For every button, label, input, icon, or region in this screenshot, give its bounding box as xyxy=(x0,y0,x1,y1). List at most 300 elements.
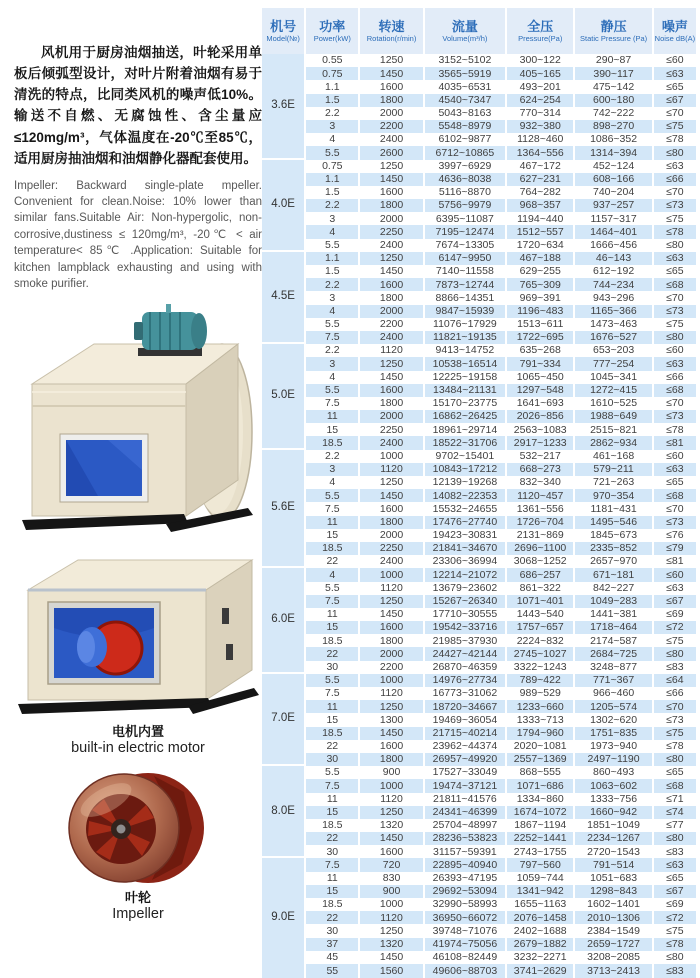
cell-static-pressure: 461~168 xyxy=(575,450,651,463)
cell-volume: 49606~88703 xyxy=(425,964,505,978)
cell-noise: ≤63 xyxy=(654,582,696,595)
cell-noise: ≤69 xyxy=(654,608,696,621)
table-row xyxy=(262,54,696,67)
cell-pressure: 797~560 xyxy=(507,858,573,871)
cell-pressure: 300~122 xyxy=(507,54,573,67)
column-header: 静压 Static Pressure (Pa) xyxy=(575,8,651,54)
cell-noise: ≤68 xyxy=(654,278,696,291)
cell-rotation: 1450 xyxy=(360,67,422,80)
cell-power: 11 xyxy=(306,700,358,713)
cell-rotation: 1800 xyxy=(360,634,422,647)
cell-volume: 4540~7347 xyxy=(425,94,505,107)
table-row xyxy=(262,964,696,978)
cell-static-pressure: 2862~934 xyxy=(575,436,651,449)
cell-pressure: 686~257 xyxy=(507,568,573,581)
cell-power: 18.5 xyxy=(306,898,358,911)
cell-power: 30 xyxy=(306,924,358,937)
cell-power: 7.5 xyxy=(306,595,358,608)
cell-static-pressure: 777~254 xyxy=(575,357,651,370)
cell-pressure: 635~268 xyxy=(507,344,573,357)
cell-volume: 9847~15939 xyxy=(425,305,505,318)
table-row xyxy=(262,107,696,120)
cell-static-pressure: 2010~1306 xyxy=(575,911,651,924)
cell-static-pressure: 2657~970 xyxy=(575,555,651,568)
table-row xyxy=(262,845,696,858)
cell-pressure: 1361~556 xyxy=(507,502,573,515)
cell-volume: 6102~9877 xyxy=(425,133,505,146)
model-cell: 7.0E xyxy=(262,674,304,766)
cell-power: 5.5 xyxy=(306,582,358,595)
cell-power: 5.5 xyxy=(306,766,358,779)
cell-power: 7.5 xyxy=(306,687,358,700)
table-row xyxy=(262,924,696,937)
cell-volume: 19423~30831 xyxy=(425,529,505,542)
cell-volume: 32990~58993 xyxy=(425,898,505,911)
cell-rotation: 1600 xyxy=(360,186,422,199)
cell-pressure: 1641~693 xyxy=(507,397,573,410)
cell-power: 22 xyxy=(306,832,358,845)
cell-rotation: 1450 xyxy=(360,608,422,621)
cell-rotation: 1800 xyxy=(360,291,422,304)
cell-volume: 21715~40214 xyxy=(425,727,505,740)
table-row xyxy=(262,133,696,146)
cell-pressure: 624~254 xyxy=(507,94,573,107)
table-row xyxy=(262,516,696,529)
cell-static-pressure: 1718~464 xyxy=(575,621,651,634)
cell-static-pressure: 1205~574 xyxy=(575,700,651,713)
table-row xyxy=(262,647,696,660)
cell-volume: 18720~34667 xyxy=(425,700,505,713)
cell-rotation: 2200 xyxy=(360,120,422,133)
cell-volume: 17710~30555 xyxy=(425,608,505,621)
cell-pressure: 1233~660 xyxy=(507,700,573,713)
cell-pressure: 532~217 xyxy=(507,450,573,463)
cell-noise: ≤78 xyxy=(654,225,696,238)
cell-power: 7.5 xyxy=(306,331,358,344)
cell-static-pressure: 1272~415 xyxy=(575,384,651,397)
cell-noise: ≤78 xyxy=(654,133,696,146)
cell-pressure: 1364~556 xyxy=(507,146,573,159)
cell-rotation: 1250 xyxy=(360,252,422,265)
cell-volume: 46108~82449 xyxy=(425,951,505,964)
cell-power: 4 xyxy=(306,133,358,146)
cell-noise: ≤65 xyxy=(654,265,696,278)
cell-power: 7.5 xyxy=(306,397,358,410)
cell-rotation: 1120 xyxy=(360,344,422,357)
cell-pressure: 2696~1100 xyxy=(507,542,573,555)
cell-rotation: 1800 xyxy=(360,516,422,529)
table-row xyxy=(262,450,696,463)
model-cell: 3.6E xyxy=(262,54,304,160)
cell-static-pressure: 390~117 xyxy=(575,67,651,80)
cell-volume: 18961~29714 xyxy=(425,423,505,436)
cell-static-pressure: 2497~1190 xyxy=(575,753,651,766)
cell-pressure: 770~314 xyxy=(507,107,573,120)
table-row xyxy=(262,265,696,278)
cell-pressure: 1794~960 xyxy=(507,727,573,740)
cell-static-pressure: 290~87 xyxy=(575,54,651,67)
cell-rotation: 1800 xyxy=(360,397,422,410)
table-row xyxy=(262,740,696,753)
table-row xyxy=(262,621,696,634)
cell-pressure: 1194~440 xyxy=(507,212,573,225)
table-row xyxy=(262,555,696,568)
table-row xyxy=(262,858,696,871)
table-row xyxy=(262,766,696,779)
table-row xyxy=(262,529,696,542)
cell-noise: ≤70 xyxy=(654,700,696,713)
cell-pressure: 2679~1882 xyxy=(507,938,573,951)
cell-rotation: 1450 xyxy=(360,489,422,502)
cell-volume: 6147~9950 xyxy=(425,252,505,265)
table-row xyxy=(262,384,696,397)
model-cell: 6.0E xyxy=(262,568,304,674)
cell-noise: ≤72 xyxy=(654,911,696,924)
cell-volume: 18522~31706 xyxy=(425,436,505,449)
cell-static-pressure: 721~263 xyxy=(575,476,651,489)
cell-pressure: 3232~2271 xyxy=(507,951,573,964)
cell-rotation: 1800 xyxy=(360,94,422,107)
cell-pressure: 467~188 xyxy=(507,252,573,265)
cell-noise: ≤80 xyxy=(654,832,696,845)
cell-noise: ≤63 xyxy=(654,357,696,370)
cell-static-pressure: 579~211 xyxy=(575,463,651,476)
cell-rotation: 2200 xyxy=(360,661,422,674)
cell-pressure: 868~555 xyxy=(507,766,573,779)
table-row xyxy=(262,239,696,252)
cell-static-pressure: 1314~394 xyxy=(575,146,651,159)
model-cell: 4.0E xyxy=(262,160,304,252)
cell-power: 7.5 xyxy=(306,502,358,515)
table-row xyxy=(262,832,696,845)
table-row xyxy=(262,489,696,502)
cell-noise: ≤68 xyxy=(654,489,696,502)
cell-static-pressure: 475~142 xyxy=(575,80,651,93)
cell-noise: ≤80 xyxy=(654,951,696,964)
cell-power: 11 xyxy=(306,872,358,885)
cell-rotation: 2400 xyxy=(360,436,422,449)
cell-rotation: 1600 xyxy=(360,845,422,858)
cell-power: 2.2 xyxy=(306,107,358,120)
cell-noise: ≤79 xyxy=(654,542,696,555)
cell-rotation: 2000 xyxy=(360,410,422,423)
cell-static-pressure: 1660~942 xyxy=(575,806,651,819)
cell-noise: ≤60 xyxy=(654,344,696,357)
cell-static-pressure: 1086~352 xyxy=(575,133,651,146)
cell-power: 5.5 xyxy=(306,318,358,331)
cell-noise: ≤67 xyxy=(654,94,696,107)
cell-rotation: 2000 xyxy=(360,647,422,660)
cell-power: 5.5 xyxy=(306,384,358,397)
cell-pressure: 1513~611 xyxy=(507,318,573,331)
cell-pressure: 2563~1083 xyxy=(507,423,573,436)
cell-volume: 25704~48997 xyxy=(425,819,505,832)
cell-volume: 41974~75056 xyxy=(425,938,505,951)
cell-rotation: 1600 xyxy=(360,384,422,397)
cell-power: 11 xyxy=(306,608,358,621)
cell-noise: ≤81 xyxy=(654,436,696,449)
cell-noise: ≤73 xyxy=(654,516,696,529)
cell-rotation: 2000 xyxy=(360,212,422,225)
cell-power: 15 xyxy=(306,423,358,436)
cell-static-pressure: 937~257 xyxy=(575,199,651,212)
cell-static-pressure: 2720~1543 xyxy=(575,845,651,858)
cell-rotation: 1300 xyxy=(360,713,422,726)
table-row xyxy=(262,423,696,436)
cell-power: 3 xyxy=(306,120,358,133)
column-header: 功率 Power(kW) xyxy=(306,8,358,54)
cell-rotation: 1250 xyxy=(360,476,422,489)
cell-static-pressure: 1063~602 xyxy=(575,779,651,792)
cell-power: 4 xyxy=(306,225,358,238)
table-row xyxy=(262,674,696,687)
cell-rotation: 1450 xyxy=(360,265,422,278)
cell-noise: ≤73 xyxy=(654,713,696,726)
cell-power: 0.55 xyxy=(306,54,358,67)
cell-power: 45 xyxy=(306,951,358,964)
cell-volume: 4035~6531 xyxy=(425,80,505,93)
cell-static-pressure: 966~460 xyxy=(575,687,651,700)
intro-paragraph-en: Impeller: Backward single-plate mpeller. Convenient for clean.Noise: 10% lower than similar fans.Suitable Air: Non-hypergolic, non-corrosive,dustiness ≤ 120mg/m³, -20℃ < air temperature< 85℃ .Application: Suitable for kitchen lampblack exhausting and using with smoke purifier. xyxy=(14,179,262,291)
cell-noise: ≤63 xyxy=(654,67,696,80)
table-row xyxy=(262,371,696,384)
cell-noise: ≤78 xyxy=(654,740,696,753)
cell-noise: ≤68 xyxy=(654,779,696,792)
table-row xyxy=(262,146,696,159)
cell-pressure: 2020~1081 xyxy=(507,740,573,753)
cell-rotation: 2000 xyxy=(360,529,422,542)
cell-volume: 3565~5919 xyxy=(425,67,505,80)
cell-rotation: 1800 xyxy=(360,753,422,766)
cell-rotation: 2400 xyxy=(360,331,422,344)
cell-volume: 19542~33716 xyxy=(425,621,505,634)
cell-pressure: 1443~540 xyxy=(507,608,573,621)
cell-static-pressure: 1302~620 xyxy=(575,713,651,726)
cell-volume: 23306~36994 xyxy=(425,555,505,568)
cell-power: 2.2 xyxy=(306,278,358,291)
cell-volume: 24341~46399 xyxy=(425,806,505,819)
table-row xyxy=(262,278,696,291)
cell-rotation: 830 xyxy=(360,872,422,885)
cell-noise: ≤83 xyxy=(654,964,696,978)
cell-pressure: 493~201 xyxy=(507,80,573,93)
table-row xyxy=(262,80,696,93)
table-row xyxy=(262,476,696,489)
table-row xyxy=(262,318,696,331)
cell-volume: 14976~27734 xyxy=(425,674,505,687)
column-header: 流量 Volume(m³/h) xyxy=(425,8,505,54)
cell-volume: 7674~13305 xyxy=(425,239,505,252)
cell-volume: 7140~11558 xyxy=(425,265,505,278)
cell-power: 1.5 xyxy=(306,265,358,278)
cell-pressure: 2917~1233 xyxy=(507,436,573,449)
cell-static-pressure: 452~124 xyxy=(575,160,651,173)
cell-volume: 6712~10865 xyxy=(425,146,505,159)
cell-noise: ≤70 xyxy=(654,502,696,515)
cell-power: 3 xyxy=(306,212,358,225)
cell-volume: 7873~12744 xyxy=(425,278,505,291)
cell-noise: ≤70 xyxy=(654,107,696,120)
cell-static-pressure: 2659~1727 xyxy=(575,938,651,951)
cell-rotation: 1600 xyxy=(360,740,422,753)
table-row xyxy=(262,779,696,792)
table-row xyxy=(262,252,696,265)
table-row xyxy=(262,410,696,423)
cell-static-pressure: 742~222 xyxy=(575,107,651,120)
cell-pressure: 3068~1252 xyxy=(507,555,573,568)
cell-static-pressure: 1602~1401 xyxy=(575,898,651,911)
cell-pressure: 832~340 xyxy=(507,476,573,489)
cell-volume: 26870~46359 xyxy=(425,661,505,674)
table-row xyxy=(262,700,696,713)
cell-rotation: 1600 xyxy=(360,80,422,93)
table-row xyxy=(262,357,696,370)
cell-volume: 5548~8979 xyxy=(425,120,505,133)
cell-pressure: 627~231 xyxy=(507,173,573,186)
cell-rotation: 1320 xyxy=(360,819,422,832)
table-row xyxy=(262,199,696,212)
cell-pressure: 1333~713 xyxy=(507,713,573,726)
cell-volume: 22895~40940 xyxy=(425,858,505,871)
cell-static-pressure: 898~270 xyxy=(575,120,651,133)
cell-static-pressure: 2515~821 xyxy=(575,423,651,436)
cell-pressure: 1128~460 xyxy=(507,133,573,146)
cell-pressure: 2224~832 xyxy=(507,634,573,647)
cell-static-pressure: 653~203 xyxy=(575,344,651,357)
cell-volume: 13679~23602 xyxy=(425,582,505,595)
cell-noise: ≤75 xyxy=(654,212,696,225)
cell-power: 5.5 xyxy=(306,239,358,252)
cell-noise: ≤60 xyxy=(654,568,696,581)
cell-volume: 5756~9979 xyxy=(425,199,505,212)
cell-pressure: 791~334 xyxy=(507,357,573,370)
cell-power: 3 xyxy=(306,463,358,476)
cell-rotation: 2400 xyxy=(360,555,422,568)
cell-noise: ≤63 xyxy=(654,463,696,476)
cell-volume: 5116~8870 xyxy=(425,186,505,199)
cell-power: 5.5 xyxy=(306,146,358,159)
cell-pressure: 3741~2629 xyxy=(507,964,573,978)
cell-volume: 21985~37930 xyxy=(425,634,505,647)
cell-power: 15 xyxy=(306,529,358,542)
cell-noise: ≤73 xyxy=(654,410,696,423)
cell-static-pressure: 1464~401 xyxy=(575,225,651,238)
cell-noise: ≤67 xyxy=(654,885,696,898)
cell-noise: ≤66 xyxy=(654,371,696,384)
cell-pressure: 2743~1755 xyxy=(507,845,573,858)
cell-static-pressure: 1495~546 xyxy=(575,516,651,529)
cell-pressure: 1059~744 xyxy=(507,872,573,885)
cell-noise: ≤64 xyxy=(654,674,696,687)
cell-static-pressure: 2234~1267 xyxy=(575,832,651,845)
cell-pressure: 1512~557 xyxy=(507,225,573,238)
cell-pressure: 765~309 xyxy=(507,278,573,291)
intro-paragraph-zh: 风机用于厨房油烟抽送，叶轮采用单板后倾弧型设计，对叶片附着油烟有易于清洗的特点，比同类风机的噪声低10%。输送不自燃、无腐蚀性、含尘量应≤120mg/m³，气体温度在-20℃至85℃，适用厨房抽油烟和油烟静化器配套使用。 xyxy=(14,44,262,167)
cell-noise: ≤75 xyxy=(654,727,696,740)
cell-volume: 12139~19268 xyxy=(425,476,505,489)
cell-rotation: 1600 xyxy=(360,621,422,634)
cell-noise: ≤80 xyxy=(654,146,696,159)
table-row xyxy=(262,463,696,476)
table-row xyxy=(262,753,696,766)
table-row xyxy=(262,911,696,924)
cell-static-pressure: 608~166 xyxy=(575,173,651,186)
cell-static-pressure: 1751~835 xyxy=(575,727,651,740)
cell-rotation: 1000 xyxy=(360,779,422,792)
table-row xyxy=(262,713,696,726)
cell-rotation: 1000 xyxy=(360,568,422,581)
cell-rotation: 1250 xyxy=(360,806,422,819)
cell-pressure: 2252~1441 xyxy=(507,832,573,845)
cell-noise: ≤63 xyxy=(654,252,696,265)
cell-volume: 15267~26340 xyxy=(425,595,505,608)
cell-pressure: 1341~942 xyxy=(507,885,573,898)
model-cell: 5.6E xyxy=(262,450,304,569)
cell-pressure: 2402~1688 xyxy=(507,924,573,937)
cell-power: 15 xyxy=(306,885,358,898)
cell-noise: ≤81 xyxy=(654,555,696,568)
cell-pressure: 1674~1072 xyxy=(507,806,573,819)
cell-volume: 7195~12474 xyxy=(425,225,505,238)
table-row xyxy=(262,872,696,885)
cell-static-pressure: 1165~366 xyxy=(575,305,651,318)
cell-pressure: 1720~634 xyxy=(507,239,573,252)
cell-static-pressure: 791~514 xyxy=(575,858,651,871)
cell-static-pressure: 600~180 xyxy=(575,94,651,107)
cell-static-pressure: 2684~725 xyxy=(575,647,651,660)
cell-pressure: 1071~401 xyxy=(507,595,573,608)
cell-static-pressure: 1045~341 xyxy=(575,371,651,384)
cell-volume: 5043~8163 xyxy=(425,107,505,120)
cell-power: 1.1 xyxy=(306,80,358,93)
cell-rotation: 1250 xyxy=(360,357,422,370)
cell-rotation: 2250 xyxy=(360,225,422,238)
cell-volume: 31157~59391 xyxy=(425,845,505,858)
cell-volume: 11821~19135 xyxy=(425,331,505,344)
cell-rotation: 2200 xyxy=(360,318,422,331)
cell-volume: 12214~21072 xyxy=(425,568,505,581)
cell-noise: ≤65 xyxy=(654,872,696,885)
cell-static-pressure: 3248~877 xyxy=(575,661,651,674)
table-row xyxy=(262,397,696,410)
cell-rotation: 1560 xyxy=(360,964,422,978)
cell-volume: 17476~27740 xyxy=(425,516,505,529)
cell-power: 3 xyxy=(306,357,358,370)
cell-pressure: 2076~1458 xyxy=(507,911,573,924)
cell-power: 1.1 xyxy=(306,173,358,186)
cell-volume: 16862~26425 xyxy=(425,410,505,423)
cell-noise: ≤80 xyxy=(654,753,696,766)
cell-rotation: 1000 xyxy=(360,898,422,911)
table-row xyxy=(262,305,696,318)
cell-power: 15 xyxy=(306,806,358,819)
cell-static-pressure: 1851~1049 xyxy=(575,819,651,832)
cell-static-pressure: 1666~456 xyxy=(575,239,651,252)
cell-noise: ≤75 xyxy=(654,120,696,133)
cell-volume: 11076~17929 xyxy=(425,318,505,331)
cell-power: 22 xyxy=(306,740,358,753)
table-row xyxy=(262,793,696,806)
table-row xyxy=(262,344,696,357)
table-row xyxy=(262,898,696,911)
table-row xyxy=(262,608,696,621)
cell-noise: ≤80 xyxy=(654,331,696,344)
cell-noise: ≤78 xyxy=(654,938,696,951)
cell-noise: ≤60 xyxy=(654,54,696,67)
cell-rotation: 2250 xyxy=(360,423,422,436)
cell-rotation: 1250 xyxy=(360,700,422,713)
cell-pressure: 1071~686 xyxy=(507,779,573,792)
